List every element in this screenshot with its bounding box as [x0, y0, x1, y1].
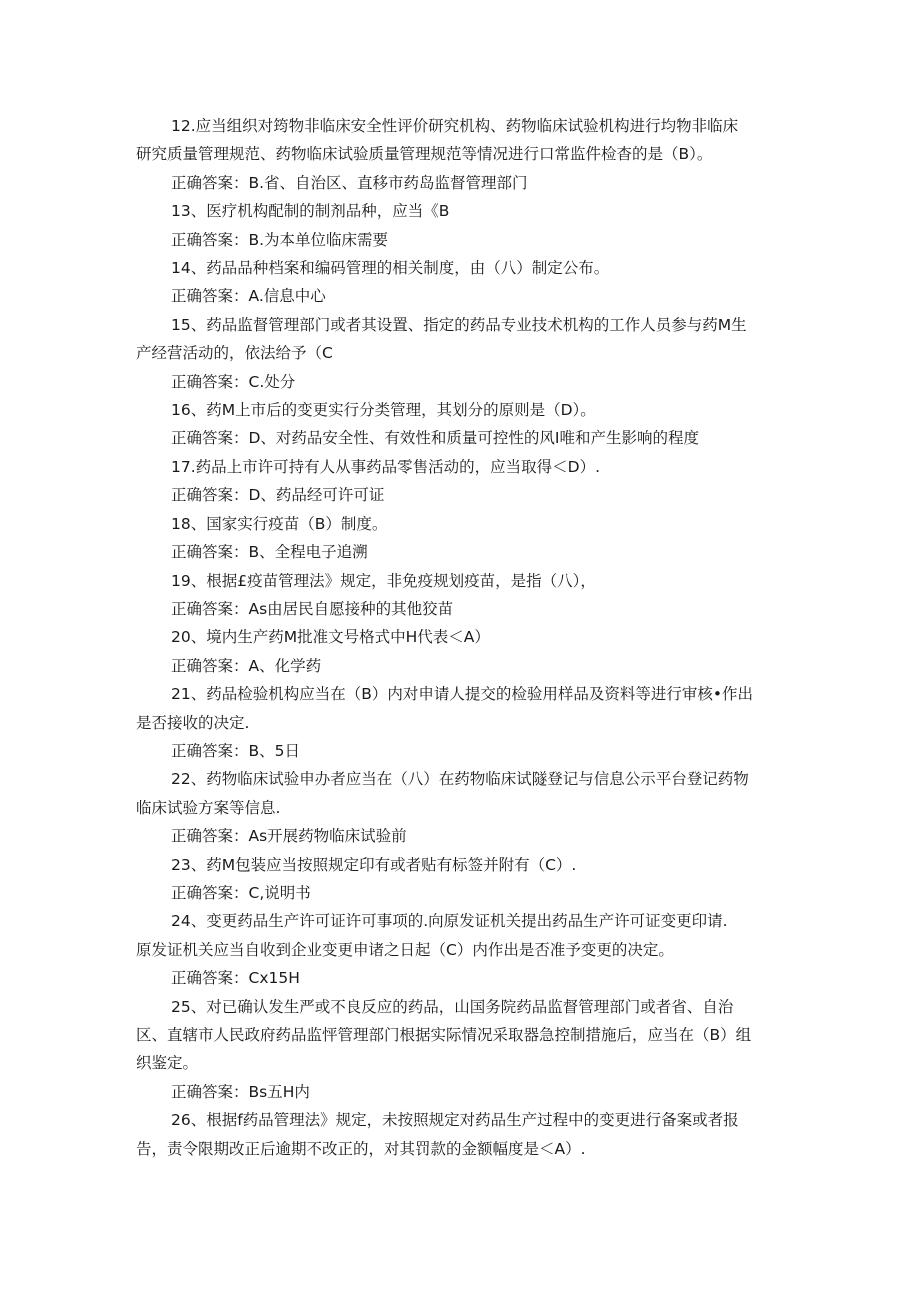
question-line: 19、根据£疫苗管理法》规定，非免疫规划疫苗，是指（八）， [171, 571, 596, 590]
question-line: 25、对已确认发生严或不良反应的药品，山国务院药品监督管理部门或者省、自治 [171, 997, 734, 1016]
question-line: 22、药物临床试验申办者应当在（八）在药物临床试隧登记与信息公示平台登记药物 [171, 770, 749, 789]
answer-line: 正确答案：A.信息中心 [171, 287, 326, 306]
question-line: 12.应当组织对筠物非临床安全性评价研究机构、药物临床试验机构进行均物非临床 [171, 117, 739, 135]
question-line: 研究质量管理规范、药物临床试验质量管理规范等情况进行口常监件检杳的是（B）。 [136, 145, 713, 164]
question-line: 18、国家实行疫苗（B）制度。 [171, 514, 388, 533]
question-line: 是否接收的决定. [136, 713, 250, 732]
question-line: 16、药M上市后的变更实行分类管理，其划分的原则是（D）。 [171, 401, 596, 420]
answer-line: 正确答案：As开展药物临床试验前 [171, 827, 407, 846]
question-line: 区、直辖市人民政府药品监怦管理部门根据实际情况采取器急控制措施后，应当在（B）组 [136, 1026, 752, 1044]
question-line: 26、根据f药品管理法》规定，未按照规定对药品生产过程中的变更进行备案或者报 [171, 1111, 739, 1130]
answer-line: 正确答案：C,说明书 [171, 883, 311, 902]
answer-line: 正确答案：B.省、自治区、直移市药岛监督管理部门 [171, 173, 528, 192]
question-line: 23、药M包装应当按照规定印有或者贴有标签并附有（C）. [171, 855, 577, 874]
answer-line: 正确答案：B.为本单位临床需要 [171, 230, 389, 249]
answer-line: 正确答案：Cx15H [171, 969, 300, 988]
question-line: 产经营活动的，依法给予（C [136, 344, 333, 363]
question-line: 13、医疗机构配制的制剂品种，应当《B [171, 202, 450, 221]
question-line: 告，责令限期改正后逾期不改正的，对其罚款的金额幅度是＜A）. [136, 1139, 586, 1158]
question-line: 24、变更药品生产许可证许可事项的.向原发证机关提出药品生产许可证变更印请. [171, 912, 728, 931]
question-list [136, 112, 790, 1163]
answer-line: 正确答案：B、5日 [171, 741, 300, 760]
question-line: 17.药品上市许可持有人从事药品零售活动的，应当取得＜D）. [171, 457, 601, 476]
answer-line: 正确答案：As由居民自愿接种的其他狡苗 [171, 599, 454, 618]
question-line: 临床试验方案等信息. [136, 798, 281, 817]
question-line: 14、药品品种档案和编码管理的相关制度，由（八）制定公布。 [171, 259, 610, 278]
question-line: 20、境内生产药M批准文号格式中H代表＜A） [171, 628, 490, 647]
question-line: 15、药品监督管理部门或者其设置、指定的药品专业技术机构的工作人员参与药M生 [171, 315, 747, 334]
question-line: 21、药品检验机构应当在（B）内对申请人提交的检验用样品及资料等进行审核•作出 [171, 685, 754, 704]
answer-line: 正确答案：B、全程电子追溯 [171, 543, 368, 562]
answer-line: 正确答案：A、化学药 [171, 656, 322, 675]
question-line: 织鉴定。 [136, 1054, 199, 1073]
answer-line: 正确答案：C.处分 [171, 372, 296, 391]
answer-line: 正确答案：D、药品经可许可证 [171, 486, 385, 505]
question-line: 原发证机关应当自收到企业变更申诸之日起（C）内作出是否准予变更的决定。 [136, 940, 674, 959]
answer-line: 正确答案：D、对药品安全性、有效性和质量可控性的风I唯和产生影响的程度 [171, 429, 700, 448]
answer-line: 正确答案：Bs五H内 [171, 1082, 310, 1101]
